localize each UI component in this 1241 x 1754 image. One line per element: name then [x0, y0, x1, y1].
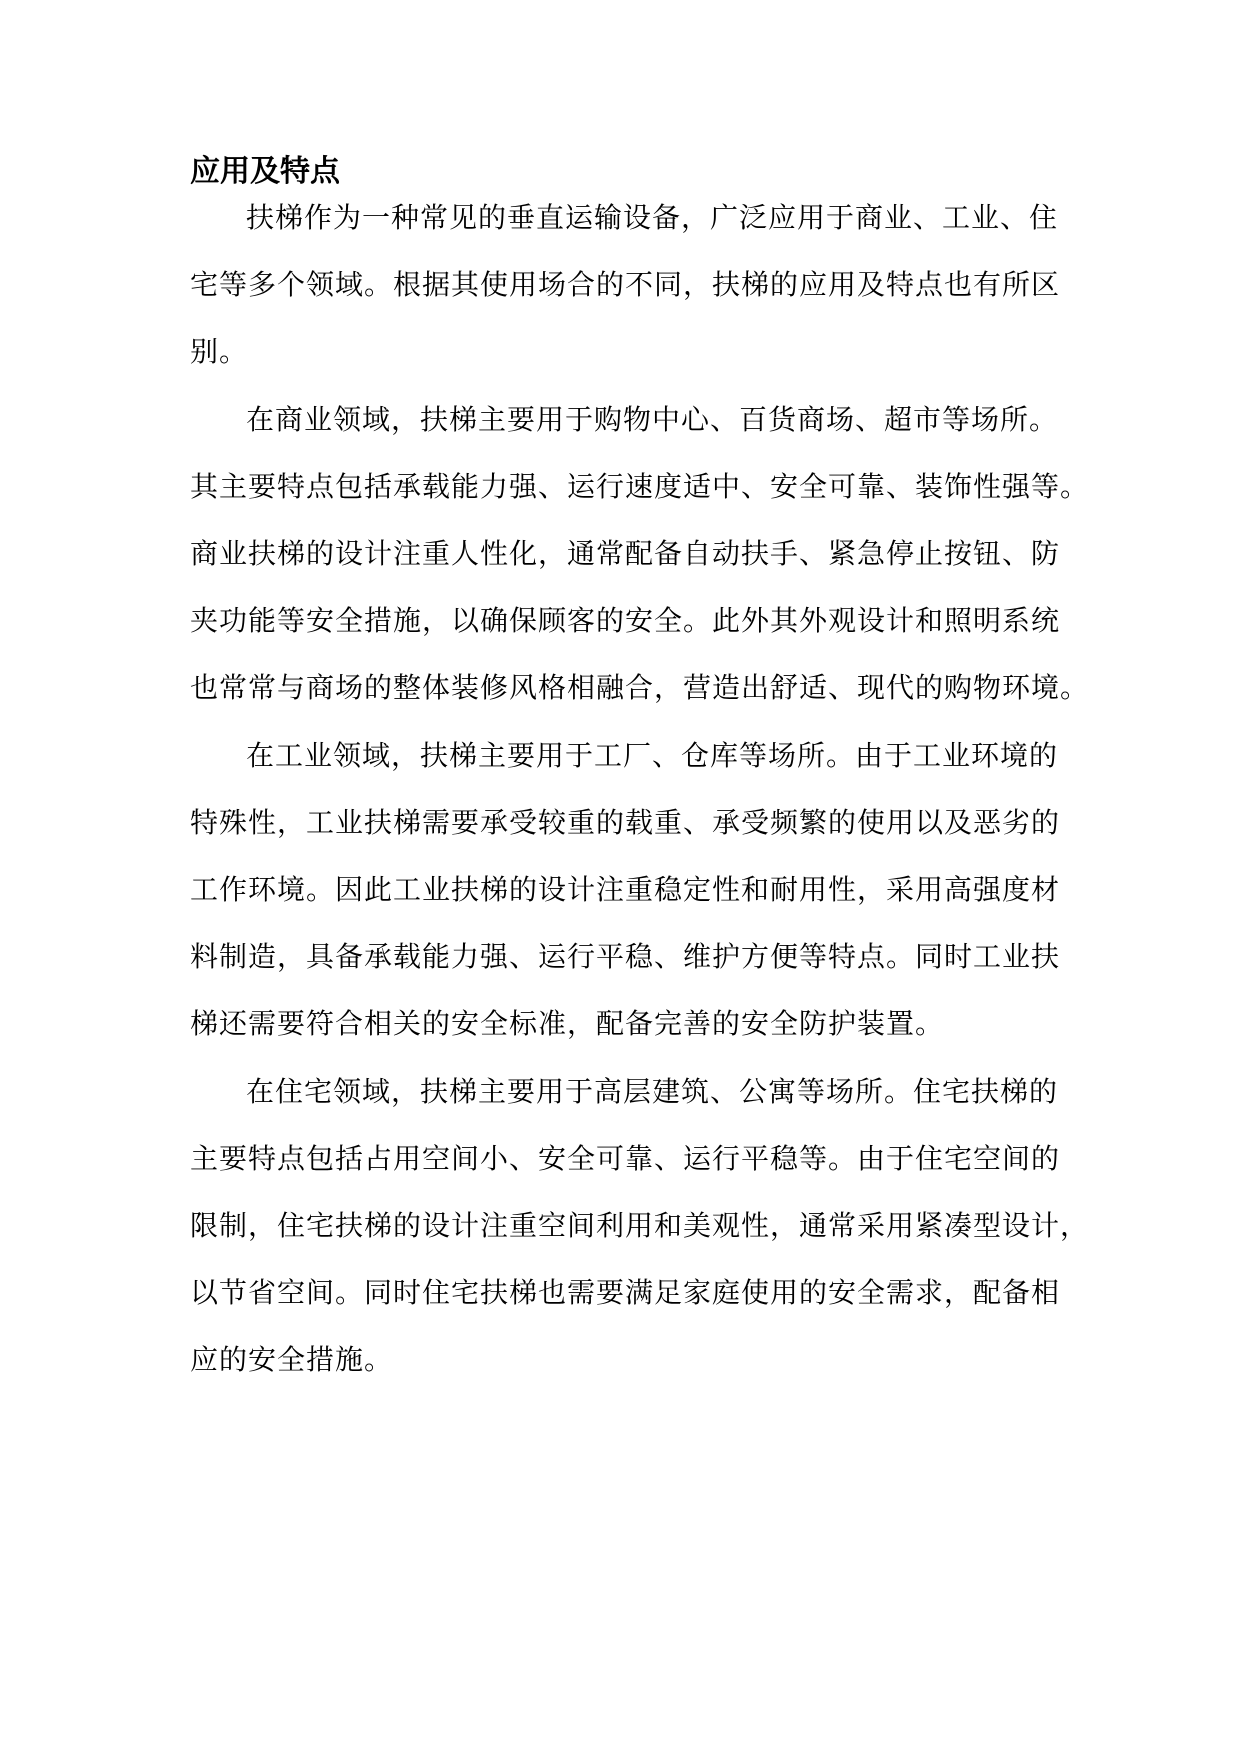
paragraph-3-line-4: 料制造，具备承载能力强、运行平稳、维护方便等特点。同时工业扶: [190, 940, 1061, 973]
paragraph-2-line-4: 夹功能等安全措施，以确保顾客的安全。此外其外观设计和照明系统: [190, 604, 1061, 637]
paragraph-3-line-5: 梯还需要符合相关的安全标准，配备完善的安全防护装置。: [190, 1007, 945, 1040]
section-heading: 应用及特点: [190, 154, 340, 189]
paragraph-4-line-2: 主要特点包括占用空间小、安全可靠、运行平稳等。由于住宅空间的: [190, 1142, 1061, 1175]
paragraph-3-line-2: 特殊性，工业扶梯需要承受较重的载重、承受频繁的使用以及恶劣的: [190, 806, 1061, 839]
paragraph-4-line-1: 在住宅领域，扶梯主要用于高层建筑、公寓等场所。住宅扶梯的: [246, 1075, 1059, 1108]
paragraph-4-line-5: 应的安全措施。: [190, 1343, 394, 1376]
paragraph-2-line-5: 也常常与商场的整体装修风格相融合，营造出舒适、现代的购物环境。: [190, 671, 1090, 704]
paragraph-2-line-3: 商业扶梯的设计注重人性化，通常配备自动扶手、紧急停止按钮、防: [190, 537, 1061, 570]
paragraph-2-line-2: 其主要特点包括承载能力强、运行速度适中、安全可靠、装饰性强等。: [190, 470, 1090, 503]
paragraph-2-line-1: 在商业领域，扶梯主要用于购物中心、百货商场、超市等场所。: [246, 403, 1059, 436]
paragraph-4-line-4: 以节省空间。同时住宅扶梯也需要满足家庭使用的安全需求，配备相: [190, 1276, 1061, 1309]
paragraph-1-line-3: 别。: [190, 335, 249, 368]
paragraph-4-line-3: 限制，住宅扶梯的设计注重空间利用和美观性，通常采用紧凑型设计，: [190, 1209, 1090, 1242]
paragraph-1-line-1: 扶梯作为一种常见的垂直运输设备，广泛应用于商业、工业、住: [246, 201, 1059, 234]
paragraph-3-line-3: 工作环境。因此工业扶梯的设计注重稳定性和耐用性，采用高强度材: [190, 873, 1061, 906]
paragraph-1-line-2: 宅等多个领域。根据其使用场合的不同，扶梯的应用及特点也有所区: [190, 268, 1061, 301]
paragraph-3-line-1: 在工业领域，扶梯主要用于工厂、仓库等场所。由于工业环境的: [246, 739, 1059, 772]
